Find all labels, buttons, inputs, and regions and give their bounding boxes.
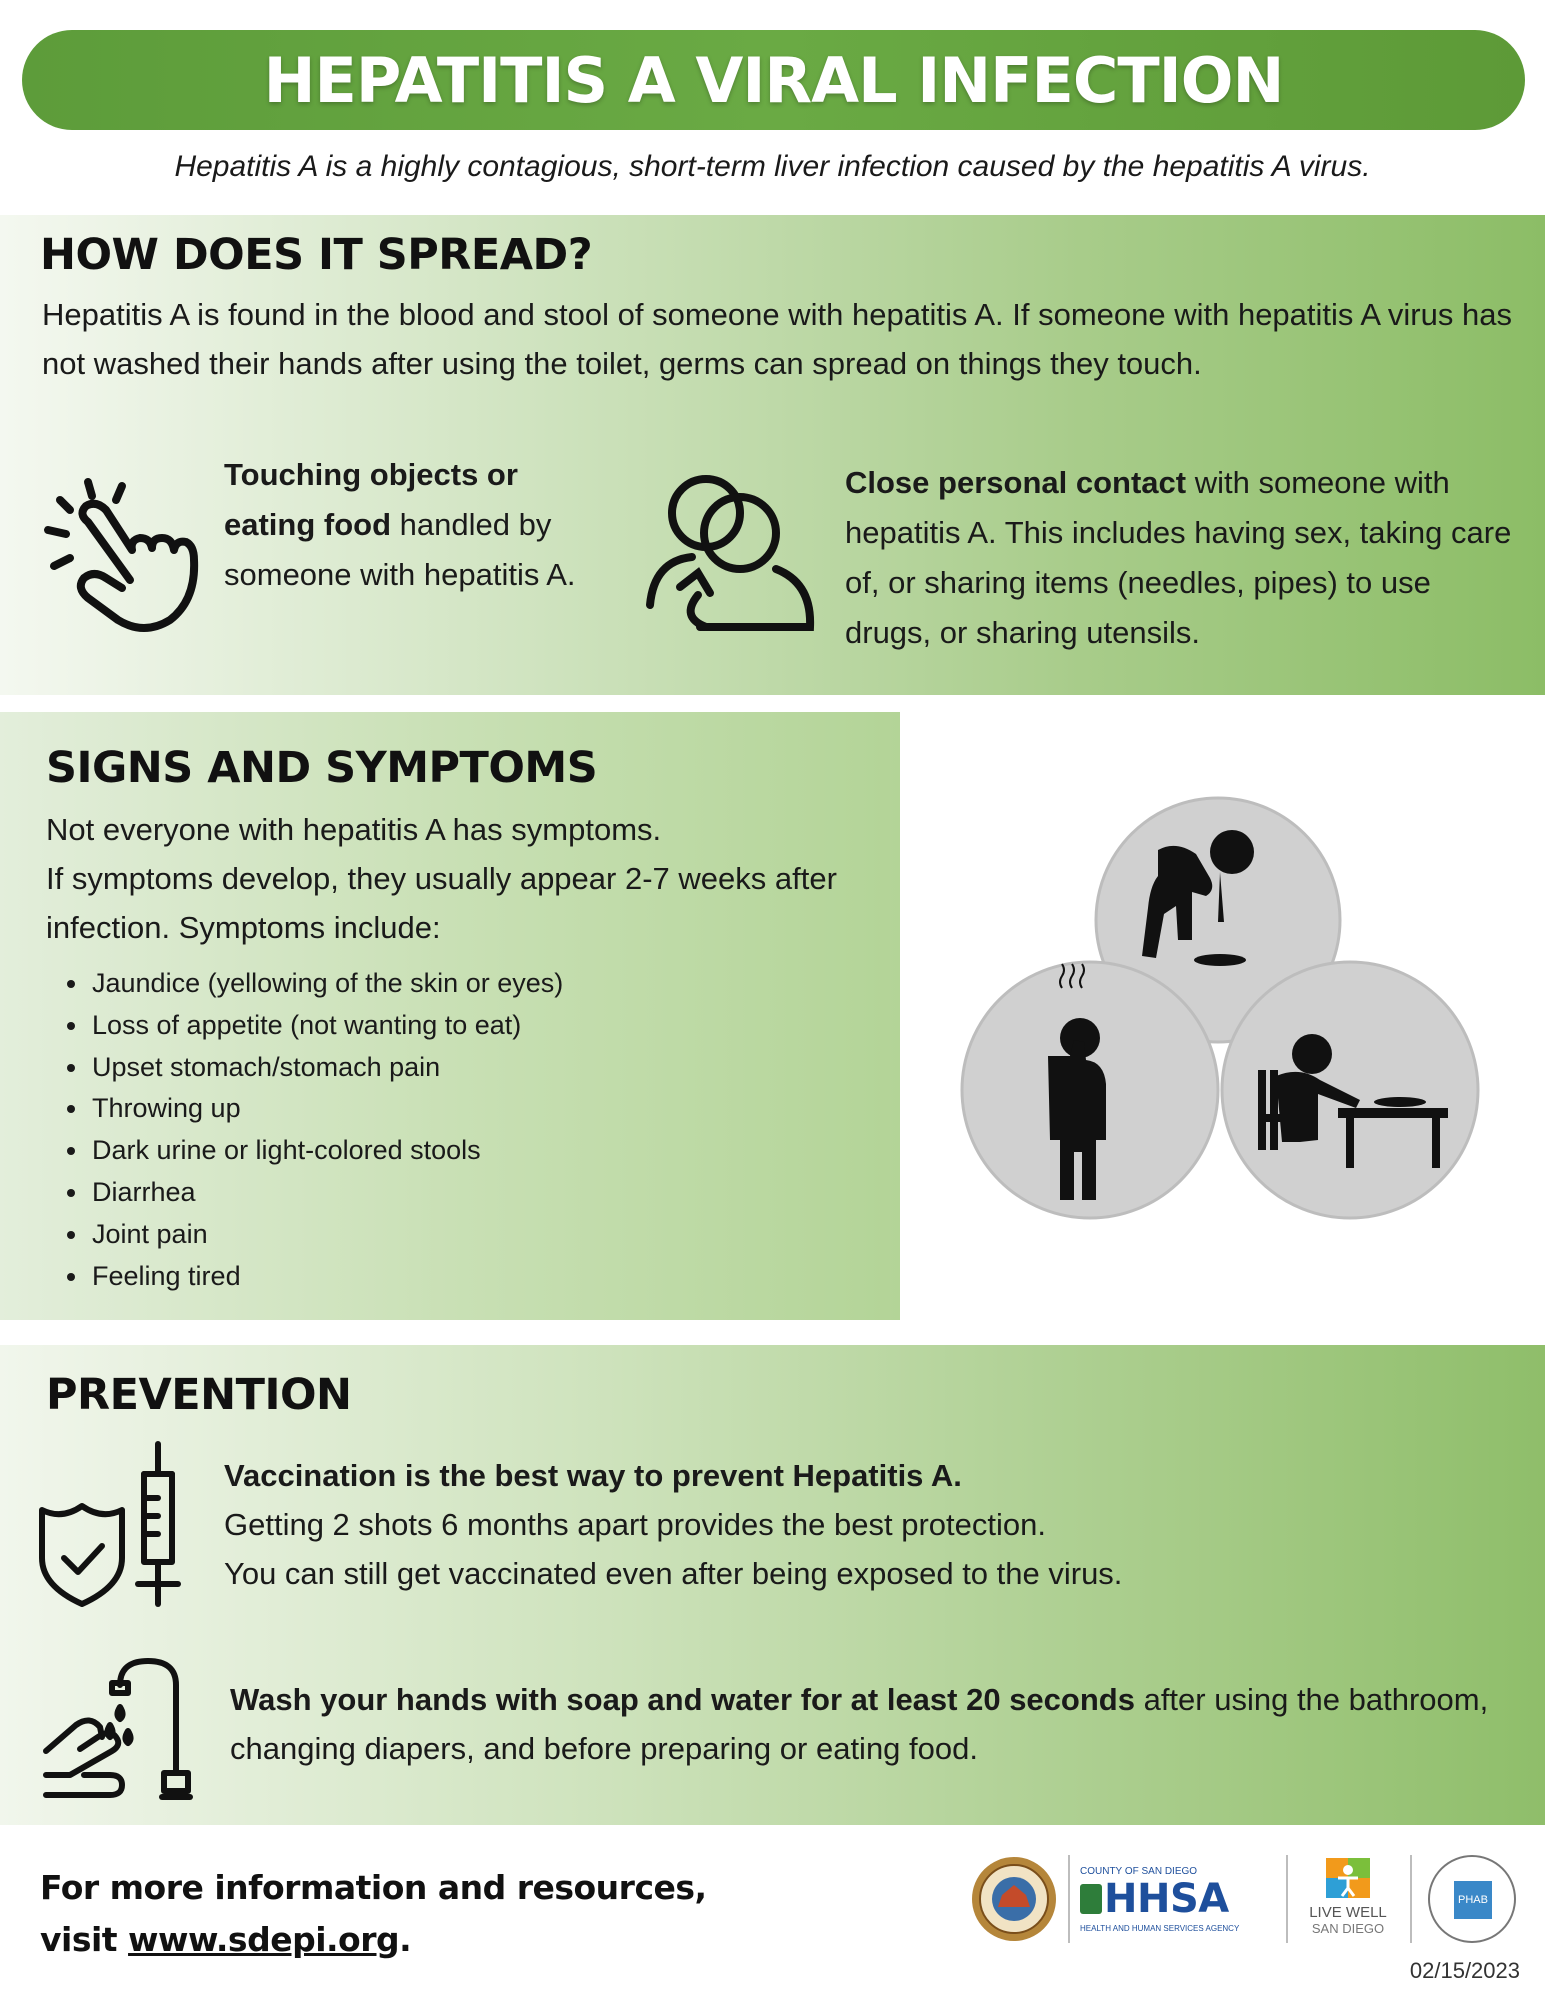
- symptom-list: [90, 963, 890, 1297]
- touch-bold: Touching objects or eating food: [224, 457, 518, 542]
- prevention-heading: PREVENTION: [46, 1370, 352, 1420]
- contact-text: [845, 458, 1525, 658]
- hhsa-logo: [1080, 1862, 1260, 1942]
- symptom-item: • Joint pain: [90, 1214, 890, 1256]
- spread-intro: Hepatitis A is found in the blood and stool of someone with hepatitis A. If someone with hepatitis A virus has not washed their hands after using the toilet, germs can spread on things they touch.: [42, 297, 1512, 381]
- hand-touch-icon: [40, 470, 210, 640]
- footer-period: .: [399, 1920, 412, 1959]
- footer-visit: visit: [40, 1920, 129, 1959]
- touch-rest: handled by someone with hepatitis A.: [224, 507, 576, 592]
- wash-text: [230, 1675, 1520, 1773]
- symptom-item: • Throwing up: [90, 1088, 890, 1130]
- wash-bold: Wash your hands with soap and water for at least 20 seconds: [230, 1682, 1135, 1717]
- phab-badge: PHAB: [1454, 1881, 1492, 1919]
- livewell-logo: [1298, 1858, 1398, 1944]
- sdepi-link[interactable]: www.sdepi.org: [128, 1920, 400, 1959]
- symptoms-intro: [46, 805, 896, 952]
- symptom-item: • Dark urine or light-colored stools: [90, 1130, 890, 1172]
- people-contact-icon: [640, 465, 820, 635]
- symptom-item: • Feeling tired: [90, 1256, 890, 1298]
- symptoms-heading: SIGNS AND SYMPTOMS: [46, 743, 598, 793]
- spread-heading: HOW DOES IT SPREAD?: [40, 230, 593, 280]
- title-banner: [22, 30, 1525, 130]
- vaccine-bold: Vaccination is the best way to prevent Hepatitis A.: [224, 1458, 962, 1493]
- partner-logos: [960, 1850, 1525, 1945]
- symptom-item: • Diarrhea: [90, 1172, 890, 1214]
- footer-info: [40, 1862, 780, 1966]
- wash-rest: after using the bathroom, changing diapers, and before preparing or eating food.: [230, 1682, 1489, 1766]
- phab-logo: [1428, 1855, 1516, 1943]
- vaccine-line3: You can still get vaccinated even after being exposed to the virus.: [224, 1556, 1123, 1591]
- footer-info-line1: For more information and resources,: [40, 1868, 707, 1907]
- hhsa-main: HHSA: [1104, 1876, 1229, 1922]
- livewell-line2: SAN DIEGO: [1311, 1921, 1385, 1936]
- vaccine-line2: Getting 2 shots 6 months apart provides the best protection.: [224, 1507, 1046, 1542]
- livewell-icon: [1326, 1858, 1370, 1898]
- symptoms-intro-line2: If symptoms develop, they usually appear 2-7 weeks after infection. Symptoms include:: [46, 861, 837, 945]
- touch-text: [224, 450, 584, 600]
- symptoms-illustration: [920, 790, 1500, 1270]
- hhsa-emblem: [1080, 1884, 1102, 1914]
- hhsa-bottom: HEALTH AND HUMAN SERVICES AGENCY: [1080, 1924, 1240, 1933]
- page-title: HEPATITIS A VIRAL INFECTION: [263, 43, 1284, 117]
- date-stamp: 02/15/2023: [1409, 1958, 1520, 1983]
- contact-rest: with someone with hepatitis A. This includes having sex, taking care of, or sharing items (needles, pipes) to use drugs, or sharing utensils.: [845, 465, 1512, 650]
- contact-bold: Close personal contact: [845, 465, 1187, 500]
- vaccine-text: [224, 1451, 1524, 1598]
- page-subtitle: Hepatitis A is a highly contagious, short-term liver infection caused by the hepatitis A virus.: [174, 150, 1371, 183]
- shield-syringe-icon: [38, 1440, 188, 1610]
- symptom-item: • Upset stomach/stomach pain: [90, 1047, 890, 1089]
- symptoms-intro-line1: Not everyone with hepatitis A has symptoms.: [46, 812, 662, 847]
- symptom-item: • Jaundice (yellowing of the skin or eyes): [90, 963, 890, 1005]
- hhsa-top: COUNTY OF SAN DIEGO: [1080, 1866, 1198, 1877]
- county-seal-logo: [970, 1855, 1058, 1943]
- livewell-line1: LIVE WELL: [1309, 1904, 1387, 1921]
- symptom-item: • Loss of appetite (not wanting to eat): [90, 1005, 890, 1047]
- handwashing-icon: [40, 1655, 200, 1805]
